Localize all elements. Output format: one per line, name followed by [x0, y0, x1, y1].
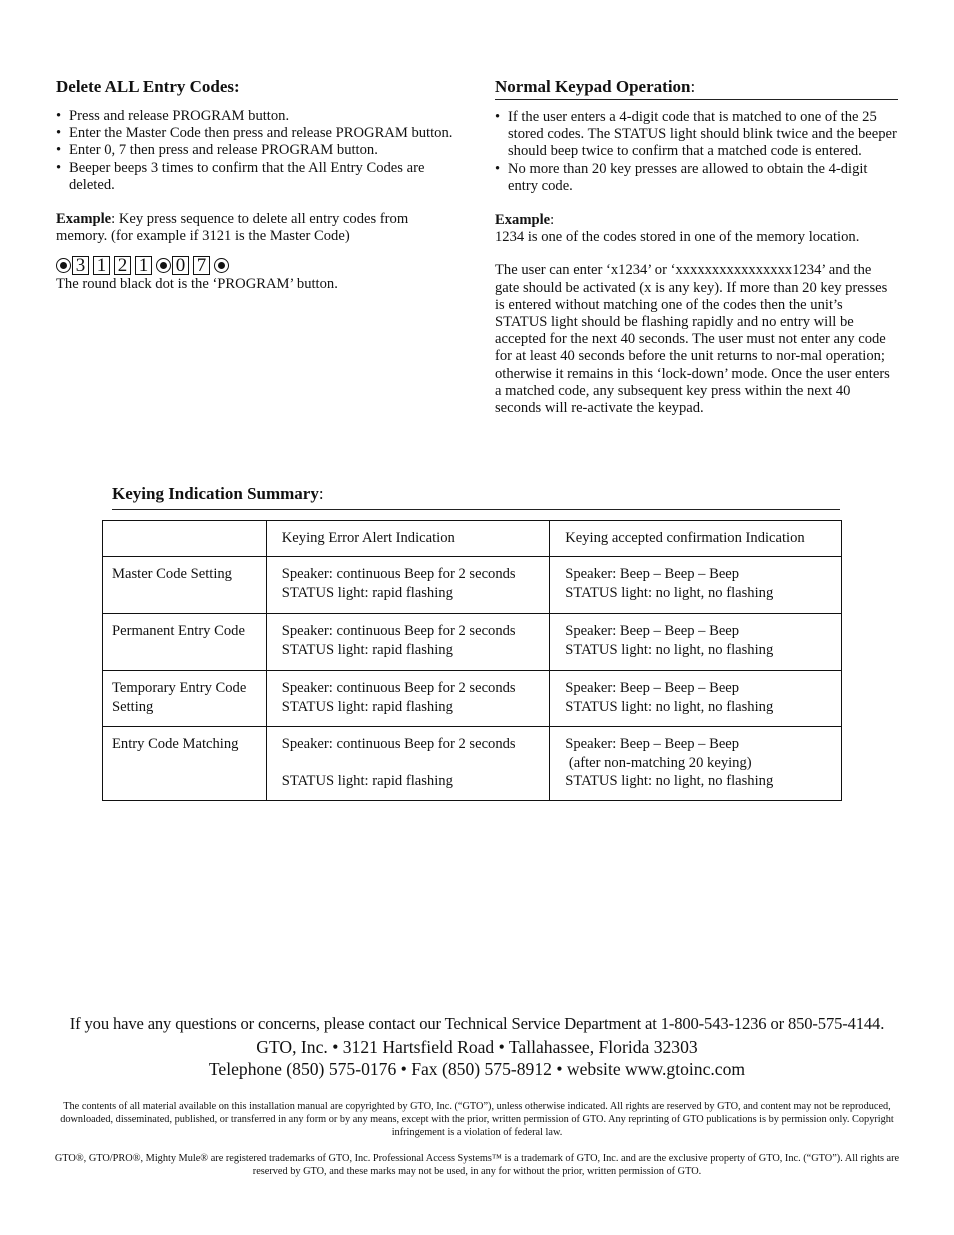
example-colon: : [550, 212, 555, 229]
summary-title-text: Keying Indication Summary [112, 484, 319, 503]
keying-summary-title [112, 483, 840, 510]
example-label: Example [495, 212, 551, 229]
accepted-line: STATUS light: no light, no flashing [565, 773, 774, 790]
contact-block [0, 1013, 954, 1081]
delete-example [56, 211, 456, 245]
table-row [103, 614, 842, 671]
header-cell-error: Keying Error Alert Indication [281, 530, 455, 546]
error-line: STATUS light: rapid flashing [281, 641, 453, 658]
error-line: Speaker: continuous Beep for 2 seconds [281, 623, 516, 640]
key-1: 1 [93, 256, 110, 275]
table-row [103, 727, 842, 801]
title-colon: : [690, 77, 696, 96]
key-7: 7 [193, 256, 210, 275]
normal-example-heading [495, 212, 898, 229]
accepted-line: Speaker: Beep – Beep – Beep [565, 736, 740, 753]
normal-operation-list [495, 109, 898, 195]
row-label: Entry Code Matching [112, 736, 239, 753]
dot-note: The round black dot is the ‘PROGRAM’ button. [56, 276, 338, 293]
accepted-line: STATUS light: no light, no flashing [565, 698, 774, 715]
accepted-line: (after non-matching 20 keying) [565, 754, 752, 771]
key-3: 3 [72, 256, 89, 275]
example-text: : Key press sequence to delete all entry codes from memory. (for example if 3121 is the Master Code) [56, 211, 409, 245]
trademark-notice: GTO®, GTO/PRO®, Mighty Mule® are registered trademarks of GTO, Inc. Professional Access Systems™ is a trademark of GTO, Inc. and are the exclusive property of GTO, Inc. (“GTO”). All rights are reserved by GTO, and these marks may not be used, in any for without the prior, written permission of GTO. [54, 1153, 900, 1178]
table-header-row [103, 521, 842, 557]
key-2: 2 [114, 256, 131, 275]
example-label: Example [56, 211, 112, 228]
row-label: Temporary Entry Code Setting [112, 680, 247, 715]
accepted-line: Speaker: Beep – Beep – Beep [565, 680, 740, 697]
accepted-line: STATUS light: no light, no flashing [565, 584, 774, 601]
accepted-line: Speaker: Beep – Beep – Beep [565, 623, 740, 640]
lockdown-paragraph: The user can enter ‘x1234’ or ‘xxxxxxxxxxxxxxxx1234’ and the gate should be activated (x is any key). If more than 20 key presses is entered without matching one of the codes then the unit’s STATUS light should be flashing rapidly and no entry will be accepted for the next 40 seconds. The user must not enter any code for at least 40 seconds before the unit returns to nor-mal operation; otherwise it remains in this ‘lock-down’ mode. Once the user enters a matched code, any subsequent key press within the next 40 seconds will re-activate the keypad. [495, 262, 890, 417]
list-item: • Press and release PROGRAM button. [56, 108, 456, 125]
error-line: Speaker: continuous Beep for 2 seconds [281, 736, 516, 753]
address-line: GTO, Inc. • 3121 Hartsfield Road • Tallahassee, Florida 32303 [256, 1036, 698, 1057]
summary-title-colon: : [318, 484, 324, 503]
phone-line: Telephone (850) 575-0176 • Fax (850) 575-8912 • website www.gtoinc.com [208, 1059, 746, 1079]
list-item: • Beeper beeps 3 times to confirm that the All Entry Codes are deleted. [56, 160, 456, 194]
error-line: STATUS light: rapid flashing [281, 698, 453, 715]
error-line-blank [282, 754, 541, 772]
program-button-dot-icon [56, 258, 71, 273]
normal-keypad-operation-section [495, 76, 898, 417]
accepted-line: STATUS light: no light, no flashing [565, 641, 774, 658]
table-row [103, 557, 842, 614]
contact-line: If you have any questions or concerns, please contact our Technical Service Department at 1-800-543-1236 or 850-575-4144. [69, 1014, 885, 1033]
program-button-dot-icon [214, 258, 229, 273]
error-line: STATUS light: rapid flashing [281, 773, 453, 790]
row-label: Master Code Setting [112, 566, 232, 583]
list-item: • If the user enters a 4-digit code that is matched to one of the 25 stored codes. The STATUS light should blink twice and the beeper should beep twice to confirm that a matched code is entered. [495, 109, 898, 161]
program-button-dot-icon [156, 258, 171, 273]
list-item: • No more than 20 key presses are allowed to obtain the 4-digit entry code. [495, 161, 898, 195]
error-line: Speaker: continuous Beep for 2 seconds [281, 680, 516, 697]
normal-title-text: Normal Keypad Operation [495, 77, 691, 96]
key-1: 1 [135, 256, 152, 275]
key-0: 0 [172, 256, 189, 275]
key-sequence [56, 254, 456, 276]
list-item: • Enter the Master Code then press and release PROGRAM button. [56, 125, 456, 142]
header-cell-empty [103, 521, 266, 538]
accepted-line: Speaker: Beep – Beep – Beep [565, 566, 740, 583]
table-row [103, 671, 842, 727]
list-item: • Enter 0, 7 then press and release PROGRAM button. [56, 142, 456, 159]
header-cell-accepted: Keying accepted confirmation Indication [565, 530, 805, 546]
row-label: Permanent Entry Code [112, 623, 245, 640]
delete-section-title: Delete ALL Entry Codes: [56, 77, 240, 96]
keying-indication-table [102, 520, 842, 801]
normal-section-title [495, 76, 898, 100]
delete-all-entry-codes-section [56, 76, 456, 294]
delete-steps-list [56, 108, 456, 194]
error-line: STATUS light: rapid flashing [281, 584, 453, 601]
normal-example-line: 1234 is one of the codes stored in one of the memory location. [495, 229, 860, 246]
error-line: Speaker: continuous Beep for 2 seconds [281, 566, 516, 583]
copyright-notice: The contents of all material available on this installation manual are copyrighted by GTO, Inc. (“GTO”), unless otherwise indicated. All rights are reserved by GTO, and content may not be reproduced, downloaded, disseminated, published, or transferred in any form or by any means, except with the prior, written permission of GTO. Any reprinting of GTO publications is by permission only. Copyright infringement is a violation of federal law. [60, 1101, 894, 1139]
